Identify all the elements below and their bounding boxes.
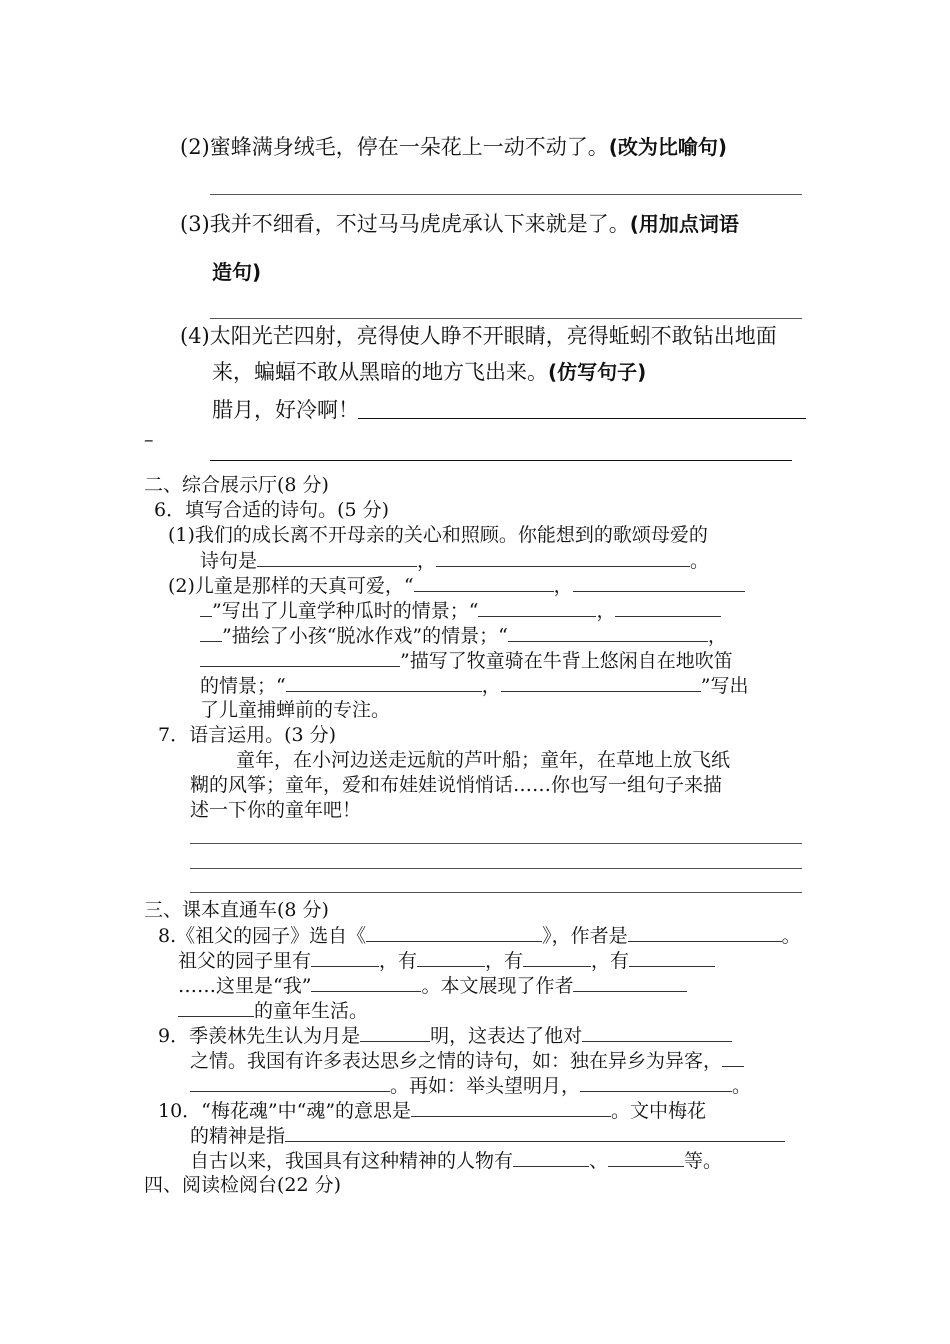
blank[interactable] [501,673,701,692]
q9-line3: 。再如：举头望明月， 。 [190,1073,751,1098]
q7-title: 7．语言运用。(3 分) [158,724,337,746]
q6-p2-line1: (2)儿童是那样的天真可爱，“ ， [168,573,745,598]
q10-line2: 的精神是指 [190,1123,785,1148]
q6-p2-line3: ”描绘了小孩“脱冰作戏”的情景；“ ， [200,623,727,648]
blank[interactable] [411,1098,611,1117]
q6-p2-line4: ”描写了牧童骑在牛背上悠闲自在地吹笛 [200,648,733,673]
q7-line1: 童年，在小河边送走远航的芦叶船；童年，在草地上放飞纸 [236,749,731,771]
q6-p2-line6: 了儿童捕蝉前的专注。 [200,699,391,721]
answer-line[interactable] [358,418,806,419]
q5-item4-line2: 来，蝙蝠不敢从黑暗的地方飞出来。(仿写句子) [212,360,647,384]
q5-item4-prompt: 腊月，好冷啊！ [212,398,359,422]
blank[interactable] [417,948,485,967]
blank[interactable] [285,1123,785,1142]
stray-dash: – [144,429,154,451]
answer-line[interactable] [190,868,802,869]
section-3-title: 三、课本直通车(8 分) [144,899,329,921]
q8-line4: 的童年生活。 [178,998,368,1023]
answer-line[interactable] [210,194,802,195]
blank[interactable] [311,948,379,967]
q9-line1: 9．季羡林先生认为月是 明，这表达了他对 [158,1023,732,1048]
answer-line[interactable] [210,318,802,319]
q10-line1: 10．“梅花魂”中“魂”的意思是 。文中梅花 [158,1100,707,1122]
blank[interactable] [286,673,482,692]
q6-title: 6．填写合适的诗句。(5 分) [154,499,390,521]
blank[interactable] [478,598,596,617]
blank[interactable] [508,623,708,642]
answer-line[interactable] [190,892,802,893]
blank[interactable] [200,623,222,642]
blank[interactable] [582,1023,732,1042]
q6-p1-line1: (1)我们的成长离不开母亲的关心和照顾。你能想到的歌颂母爱的 [168,524,708,546]
section-4-title: 四、阅读检阅台(22 分) [144,1174,342,1196]
blank[interactable] [580,1073,732,1092]
blank[interactable] [615,598,721,617]
section-2-title: 二、综合展示厅(8 分) [144,474,329,496]
blank[interactable] [190,1073,390,1092]
q8-line1: 8.《祖父的园子》选自《 》，作者是 。 [158,925,801,947]
q9-line2: 之情。我国有许多表达思乡之情的诗句，如：独在异乡为异客， [190,1048,744,1073]
q8-line3: ……这里是“我” 。本文展现了作者 [178,973,687,998]
q10-line3: 自古以来，我国具有这种精神的人物有 、 等。 [190,1150,723,1172]
q6-p2-line2: ”写出了儿童学种瓜时的情景；“ ， [200,598,721,623]
answer-line[interactable] [190,843,802,844]
blank[interactable] [311,973,421,992]
blank[interactable] [513,1148,589,1167]
blank[interactable] [178,998,254,1017]
q6-p1-line2: 诗句是 ， 。 [200,550,710,572]
blank[interactable] [360,1023,430,1042]
blank[interactable] [257,548,417,567]
blank[interactable] [573,573,745,592]
q7-line2: 糊的风筝；童年，爱和布娃娃说悄悄话……你也写一组句子来描 [190,774,723,796]
blank[interactable] [523,948,591,967]
blank[interactable] [366,923,542,942]
q5-item4-line1: (4)太阳光芒四射，亮得使人睁不开眼睛，亮得蚯蚓不敢钻出地面 [180,324,777,348]
q5-item3-instruction-cont: 造句) [212,260,262,284]
blank[interactable] [414,573,554,592]
blank[interactable] [436,548,690,567]
blank[interactable] [722,1048,744,1067]
q7-line3: 述一下你的童年吧！ [190,799,362,821]
blank[interactable] [200,648,400,667]
q5-item3: (3)我并不细看，不过马马虎虎承认下来就是了。(用加点词语 [180,212,739,236]
q6-p2-line5: 的情景；“ ， ”写出 [200,675,749,697]
blank[interactable] [629,948,715,967]
blank[interactable] [628,923,782,942]
blank[interactable] [200,598,212,617]
q5-item2: (2)蜜蜂满身绒毛，停在一朵花上一动不动了。(改为比喻句) [180,135,728,159]
q8-line2: 祖父的园子里有 ，有 ，有 ，有 [178,948,715,973]
blank[interactable] [573,973,687,992]
answer-line[interactable] [210,460,792,461]
blank[interactable] [608,1148,684,1167]
